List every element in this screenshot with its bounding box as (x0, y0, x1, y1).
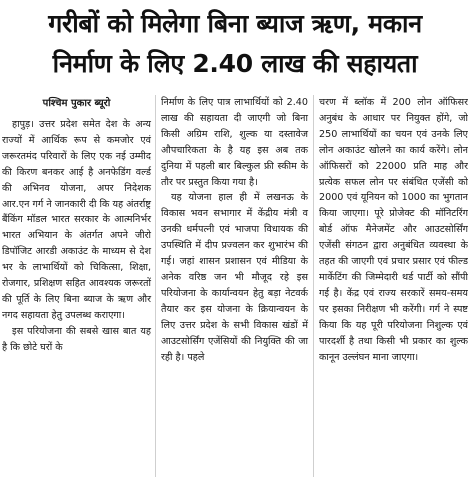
paragraph: चरण में ब्लॉक में 200 लोन ऑफिसर अनुबंध के आधार पर नियुक्त होंगे, जो 250 लाभार्थियों का चयन एवं उनके लिए लोन अकाउंट खोलने का कार्य करेंगे। लोन ऑफिसरों को 22000 प्रति माह और प्रत्येक सफल लोन पर संबंधित एजेंसी को 2000 एवं यूनियन को 1000 का भुगतान किया जाएगा। पूरे प्रोजेक्ट की मॉनिटरिंग बोर्ड ऑफ मैनेजमेंट और आउटसोर्सिंग एजेंसी संगठन द्वारा अनुबंधित व्यवस्था के तहत की जाएगी एवं प्रचार प्रसार एवं फील्ड मार्केटिंग की जिम्मेदारी थर्ड पार्टी को सौंपी गई है। केंद्र एवं राज्य सरकारें समय-समय पर इसका निरीक्षण भी करेंगी। गर्ग ने स्पष्ट किया कि यह पूरी परियोजना निशुल्क एवं पारदर्शी है तथा किसी भी प्रकार का शुल्क कानून उल्लंघन माना जाएगा। (319, 97, 468, 363)
paragraph: हापुड़। उत्तर प्रदेश समेत देश के अन्य राज्यों में आर्थिक रूप से कमजोर एवं जरूरतमंद परिवारों के लिए एक नई उम्मीद की किरण बनकर आई है अनफेडिंग वर्ल्ड की अभिनव योजना, अपर निदेशक आर.एन गर्ग ने जानकारी दी कि यह अंतर्राष्ट्र बैंकिंग मॉडल भारत सरकार के आत्मनिर्भर भारत अभियान के अंतर्गत अपने जीरो डिपॉजिट आरडी अकाउंट के माध्यम से देश भर के लाभार्थियों को चिकित्सा, शिक्षा, रोजगार, प्रशिक्षण सहित आवश्यक जरूरतों की पूर्ति के लिए बिना ब्याज के ऋण और नगद सहायता हेतु उपलब्ध कराएगा। (2, 119, 151, 321)
headline-line-1: गरीबों को मिलेगा बिना ब्याज ऋण, मकान (48, 9, 422, 38)
paragraph: यह योजना हाल ही में लखनऊ के विकास भवन सभागार में केंद्रीय मंत्री व उनकी धर्मपत्नी एवं भाजपा विधायक की उपस्थिति में दीप प्रज्वलन कर शुभारंभ की गई। जहां शासन प्रशासन एवं मीडिया के अनेक वरिष्ठ जन भी मौजूद रहे इस परियोजना के कार्यान्वयन हेतु बड़ा नेटवर्क तैयार कर इस योजना के क्रियान्वयन के लिए उत्तर प्रदेश के सभी विकास खंडों में आउटसोर्सिंग एजेंसियों की नियुक्ति की जा रही है। पहले (161, 192, 308, 363)
headline (0, 4, 470, 84)
article-column-2 (155, 95, 313, 477)
article-column-3 (313, 95, 468, 477)
article-body (2, 95, 468, 477)
paragraph: इस परियोजना की सबसे खास बात यह है कि छोटे घरों के (2, 325, 151, 353)
article-column-1 (2, 95, 155, 477)
byline: पश्चिम पुकार ब्यूरो (42, 98, 111, 109)
paragraph: निर्माण के लिए पात्र लाभार्थियों को 2.40 लाख की सहायता दी जाएगी जो बिना किसी अग्रिम राशि, शुल्क या दस्तावेज औपचारिकता के है यह इस अब तक दुनिया में पहली बार बिल्कुल फ्री स्कीम के तौर पर प्रस्तुत किया गया है। (161, 97, 308, 188)
headline-line-2: निर्माण के लिए 2.40 लाख की सहायता (52, 49, 418, 78)
